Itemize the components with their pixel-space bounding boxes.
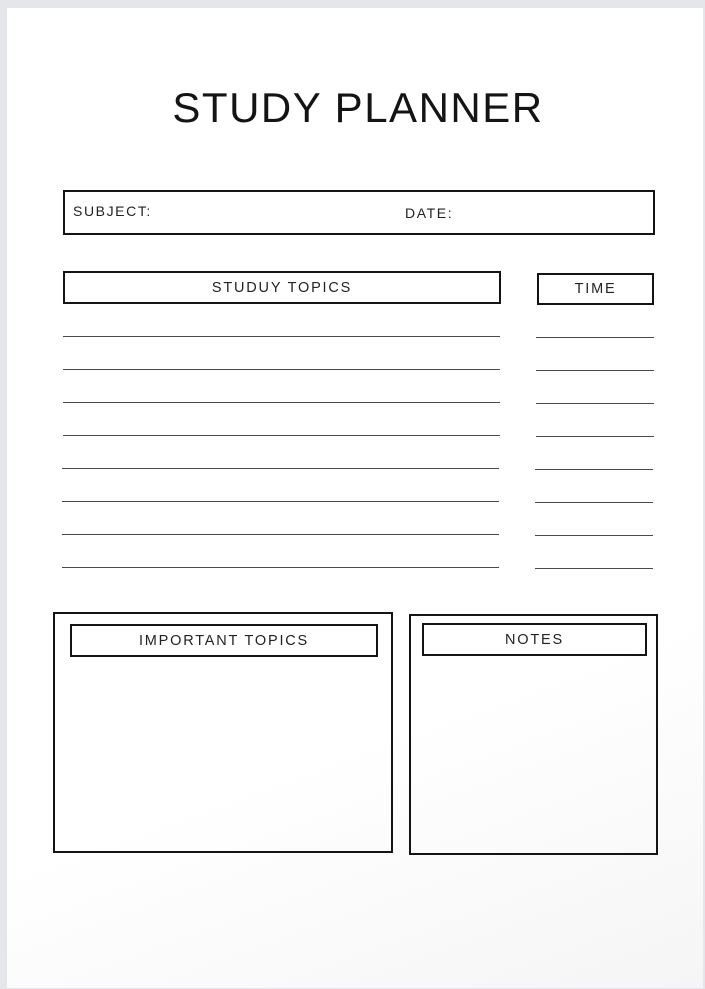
time-line[interactable] (536, 436, 654, 437)
time-line[interactable] (535, 469, 653, 470)
notes-header-label: NOTES (505, 631, 564, 648)
time-line[interactable] (535, 535, 653, 536)
notes-header (422, 623, 647, 656)
time-line[interactable] (536, 370, 654, 371)
important-topics-header (70, 624, 378, 657)
study-topics-header-label: STUDUY TOPICS (211, 279, 353, 296)
topic-line[interactable] (63, 369, 500, 370)
topic-line[interactable] (63, 336, 500, 337)
time-line[interactable] (535, 568, 653, 569)
subject-label: SUBJECT: (73, 203, 152, 219)
topic-line[interactable] (62, 468, 499, 469)
topic-line[interactable] (62, 501, 499, 502)
time-line[interactable] (535, 502, 653, 503)
study-topics-header (63, 271, 501, 304)
important-topics-header-label: IMPORTANT TOPICS (138, 632, 310, 649)
topic-line[interactable] (62, 567, 499, 568)
topic-line[interactable] (63, 402, 500, 403)
time-line[interactable] (536, 337, 654, 338)
date-label: DATE: (405, 205, 454, 221)
topic-line[interactable] (62, 534, 499, 535)
time-header-label: TIME (574, 281, 617, 297)
topic-line[interactable] (63, 435, 500, 436)
time-line[interactable] (536, 403, 654, 404)
time-header (537, 273, 654, 305)
page-title: STUDY PLANNER (172, 84, 544, 131)
